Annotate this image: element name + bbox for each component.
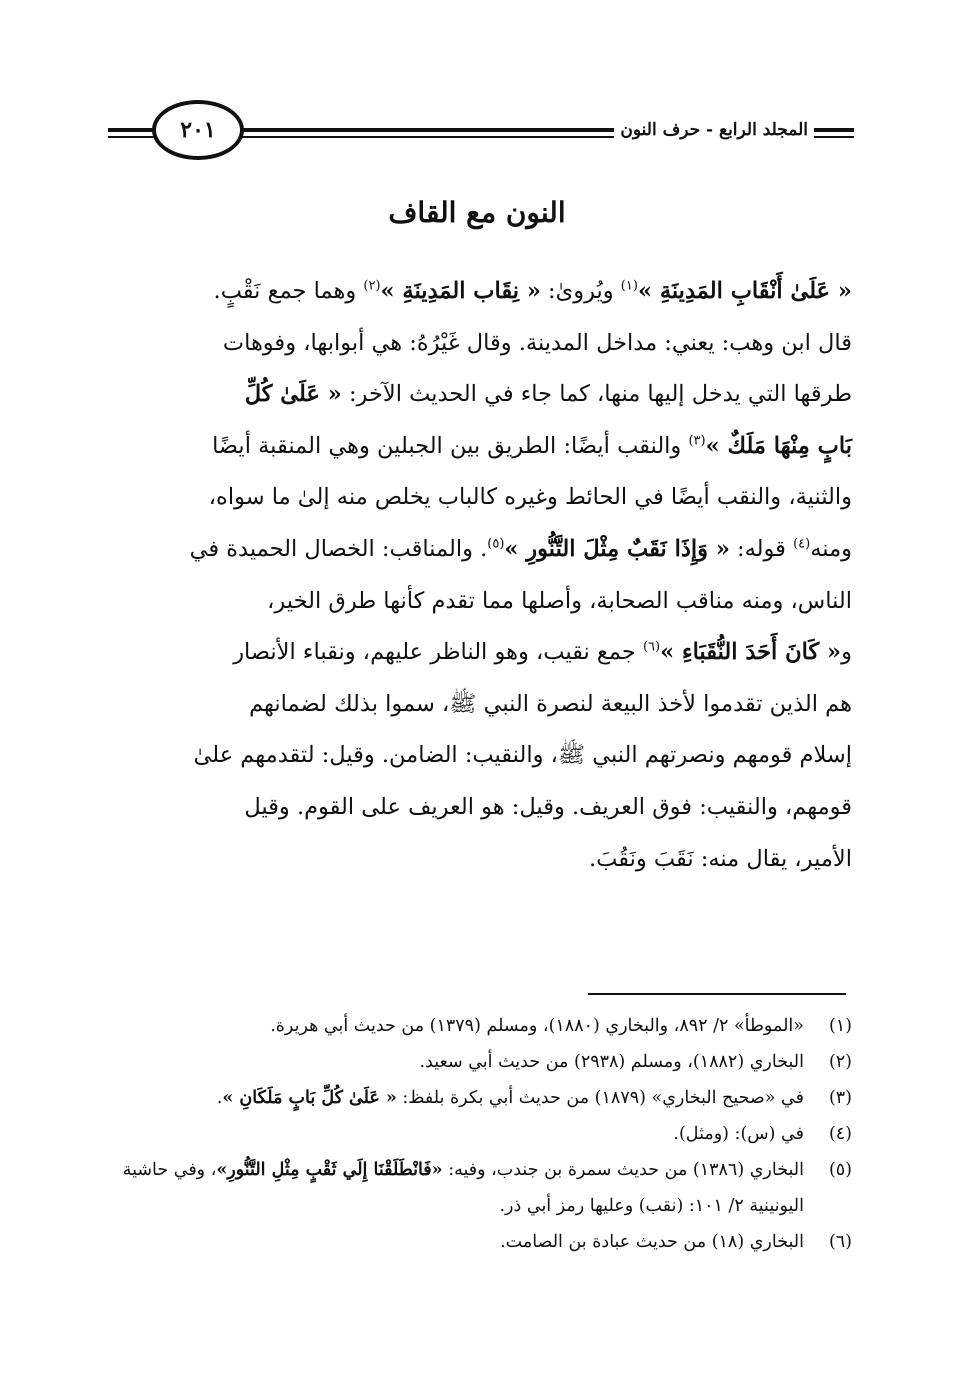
body-line: [106, 627, 852, 679]
text-run: البخاري (١٨٨٢)، ومسلم (٢٩٣٨) من حديث أبي سعيد.: [419, 1052, 804, 1072]
body-line: [106, 369, 852, 421]
footnote: [100, 1116, 852, 1152]
text-run: هم الذين تقدموا لأخذ البيعة لنصرة النبي ﷺ، سموا بذلك لضمانهم: [249, 690, 852, 717]
footnote-text: [100, 1116, 804, 1152]
page-header: [108, 98, 854, 168]
body-line: [106, 730, 852, 782]
header-rule-left-thin: [108, 136, 156, 138]
page-number: ٢٠١: [152, 100, 244, 160]
running-head: المجلد الرابع - حرف النون: [614, 120, 814, 140]
footnote-number: (١): [828, 1016, 852, 1036]
body-line: [106, 266, 852, 318]
body-line: [106, 421, 852, 473]
footnote-text: [100, 1044, 804, 1080]
text-run: و: [841, 639, 852, 666]
text-run: ومنه: [810, 535, 852, 562]
footnote-number: (٣): [828, 1088, 852, 1108]
quoted-hadith: «فَانْطَلَقْنَا إِلَي ثَقْبٍ مِثْلِ التَّنُّورِ»: [216, 1160, 443, 1180]
text-run: البخاري (١٣٨٦) من حديث سمرة بن جندب، وفيه:: [442, 1160, 804, 1180]
body-line: [106, 576, 852, 628]
text-run: .: [216, 1088, 223, 1108]
body-line: [106, 679, 852, 731]
footnote-text: [100, 1008, 804, 1044]
quoted-hadith: « عَلَىٰ أَنْقَابِ المَدِينَةِ »: [637, 278, 852, 304]
text-run: والثنية، والنقب أيضًا في الحائط وغيره كالباب يخلص منه إلىٰ ما سواه،: [208, 484, 852, 511]
text-run: الأمير، يقال منه: نَقَبَ ونَقُبَ.: [588, 845, 852, 872]
text-run: طرقها التي يدخل إليها منها، كما جاء في الحديث الآخر:: [341, 381, 852, 408]
quoted-hadith: « عَلَىٰ كُلِّ بَابٍ مَلَكَانِ »: [222, 1088, 397, 1108]
footnote-number: (٢): [828, 1052, 852, 1072]
text-run: «الموطأ» ٢/ ٨٩٢، والبخاري (١٨٨٠)، ومسلم (١٣٧٩) من حديث أبي هريرة.: [270, 1016, 804, 1036]
footnote-text: [100, 1080, 804, 1116]
quoted-hadith: بَابٍ مِنْهَا مَلَكٌ »: [705, 432, 852, 459]
chapter-title: النون مع القاف: [388, 196, 566, 229]
quoted-hadith: « وَإِذَا نَقَبٌ مِثْلَ التَّنُّورِ »: [504, 535, 730, 562]
text-run: ويُروىٰ:: [540, 278, 621, 304]
body-line: [106, 834, 852, 886]
text-run: الناس، ومنه مناقب الصحابة، وأصلها مما تقدم كأنها طرق الخير،: [267, 587, 852, 614]
text-run: والنقب أيضًا: الطريق بين الجبلين وهي المنقبة أيضًا: [212, 432, 689, 459]
body-line: [106, 318, 852, 370]
footnote: [100, 1224, 852, 1260]
text-run: . والمناقب: الخصال الحميدة في: [189, 535, 488, 562]
text-run: قومهم، والنقيب: فوق العريف. وقيل: هو العريف على القوم. وقيل: [244, 793, 852, 820]
text-run: ، وفي حاشية اليونينية ٢/ ١٠١: (نقب) وعليها رمز أبي ذر.: [122, 1160, 804, 1216]
quoted-hadith: « عَلَىٰ كُلِّ: [244, 381, 342, 408]
footnote-ref: (٣): [688, 433, 706, 449]
footnote-number: (٥): [828, 1160, 852, 1180]
footnote-text: [100, 1224, 804, 1260]
text-run: وهما جمع نَقْبٍ.: [213, 278, 364, 304]
footnote-ref: (٦): [642, 639, 661, 655]
text-run: في (س): (ومثل).: [673, 1124, 804, 1144]
footnote: [100, 1044, 852, 1080]
header-rule-left: [108, 128, 156, 132]
footnote-number: (٤): [828, 1124, 852, 1144]
text-run: قوله:: [729, 535, 794, 562]
body-line: [106, 472, 852, 524]
footnote-number: (٦): [828, 1232, 852, 1252]
body-line: [106, 524, 852, 576]
text-run: جمع نقيب، وهو الناظر عليهم، ونقباء الأنصار: [233, 639, 643, 666]
body-line: [106, 782, 852, 834]
footnote: [100, 1152, 852, 1224]
body-text: [106, 266, 852, 885]
footnote: [100, 1080, 852, 1116]
quoted-hadith: « نِقَاب المَدِينَةِ »: [380, 278, 541, 304]
footnote: [100, 1008, 852, 1044]
footnote-text: [100, 1152, 804, 1224]
footnote-ref: (٥): [487, 536, 505, 552]
footnotes: [100, 1008, 852, 1260]
text-run: إسلام قومهم ونصرتهم النبي ﷺ، والنقيب: الضامن. وقيل: لتقدمهم علىٰ: [193, 742, 852, 769]
text-run: قال ابن وهب: يعني: مداخل المدينة. وقال غَيْرُهُ: هي أبوابها، وفوهات: [222, 329, 852, 356]
footnote-ref: (٤): [793, 536, 811, 552]
footnote-separator: [588, 993, 846, 995]
text-run: في «صحيح البخاري» (١٨٧٩) من حديث أبي بكرة بلفظ:: [396, 1088, 804, 1108]
footnote-ref: (٢): [363, 278, 381, 294]
text-run: البخاري (١٨) من حديث عبادة بن الصامت.: [500, 1232, 804, 1252]
footnote-ref: (١): [620, 278, 638, 294]
quoted-hadith: « كَانَ أَحَدَ النُّقَبَاءِ »: [660, 639, 842, 666]
